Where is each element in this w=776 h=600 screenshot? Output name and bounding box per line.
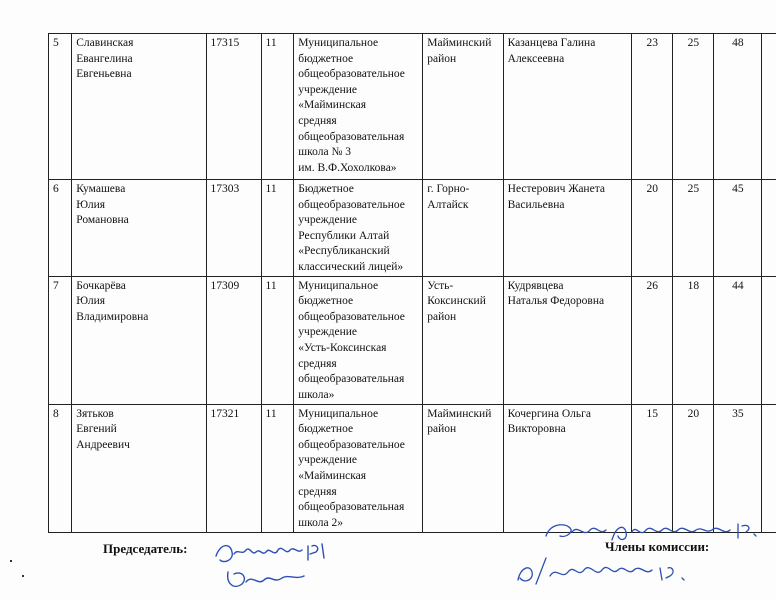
school-cell-line: общеобразовательная — [298, 501, 405, 514]
results-table — [48, 33, 776, 533]
participant-name-cell-line: Евгений — [76, 423, 117, 436]
row-number-cell: 5 — [49, 34, 72, 180]
teacher-cell — [503, 180, 631, 277]
school-cell — [294, 34, 423, 180]
school-cell-line: средняя — [298, 357, 337, 370]
region-cell-line: Майминский — [427, 37, 492, 49]
school-cell-line: учреждение — [298, 326, 357, 339]
teacher-cell-line: Викторовна — [507, 423, 566, 436]
participant-name-cell-line: Романовна — [76, 214, 129, 227]
table-row — [49, 34, 776, 180]
school-cell-line: общеобразовательная — [298, 130, 405, 143]
school-cell-line: «Майминская — [298, 99, 367, 112]
participant-name-cell-line: Юлия — [76, 198, 106, 211]
school-cell-line: бюджетное — [298, 423, 354, 436]
extra-cell — [761, 276, 776, 404]
school-cell-line: средняя — [298, 114, 337, 127]
teacher-cell-line: Алексеевна — [507, 52, 565, 65]
row-number-cell: 6 — [49, 180, 72, 277]
teacher-cell-line: Наталья Федоровна — [507, 295, 605, 308]
member-signature-2 — [512, 550, 712, 594]
region-cell-line: Усть- — [427, 279, 454, 292]
teacher-cell-line: Кудрявцева — [507, 279, 564, 292]
row-number-cell: 8 — [49, 404, 72, 532]
participant-code-cell: 17303 — [206, 180, 261, 277]
school-cell-line: общеобразовательное — [298, 310, 405, 323]
school-cell-line: им. В.Ф.Хохолкова» — [298, 161, 397, 174]
school-cell-line: учреждение — [298, 214, 357, 227]
score-1-cell: 23 — [631, 34, 672, 180]
extra-cell — [761, 404, 776, 532]
school-cell-line: классический лицей» — [298, 260, 404, 273]
school-cell-line: Муниципальное — [298, 37, 379, 49]
score-2-cell: 18 — [672, 276, 713, 404]
participant-name-cell-line: Юлия — [76, 295, 106, 308]
school-cell — [294, 276, 423, 404]
school-cell-line: учреждение — [298, 83, 357, 96]
participant-code-cell: 17309 — [206, 276, 261, 404]
participant-name-cell-line: Евангелина — [76, 52, 133, 65]
scan-speck — [10, 560, 12, 562]
school-cell-line: «Республиканский — [298, 245, 390, 258]
participant-name-cell-line: Владимировна — [76, 310, 149, 323]
region-cell — [423, 180, 503, 277]
extra-cell — [761, 180, 776, 277]
school-cell-line: общеобразовательное — [298, 198, 405, 211]
school-cell-line: школа» — [298, 388, 335, 401]
chairman-label: Председатель: — [103, 541, 188, 556]
school-cell-line: средняя — [298, 485, 337, 498]
region-cell-line: Алтайск — [427, 198, 469, 211]
school-cell-line: Муниципальное — [298, 407, 379, 420]
score-2-cell: 20 — [672, 404, 713, 532]
grade-cell: 11 — [261, 404, 294, 532]
school-cell-line: Муниципальное — [298, 279, 379, 292]
chairman-signature — [212, 534, 342, 594]
grade-cell: 11 — [261, 180, 294, 277]
participant-name-cell — [72, 34, 206, 180]
school-cell-line: «Усть-Коксинская — [298, 341, 387, 354]
results-table-body — [49, 34, 776, 533]
region-cell-line: район — [427, 52, 457, 65]
school-cell-line: Республики Алтай — [298, 229, 390, 242]
total-score-cell: 48 — [714, 34, 762, 180]
school-cell-line: общеобразовательное — [298, 438, 405, 451]
participant-name-cell — [72, 404, 206, 532]
school-cell-line: бюджетное — [298, 295, 354, 308]
school-cell-line: школа 2» — [298, 516, 343, 529]
school-cell-line: учреждение — [298, 454, 357, 467]
grade-cell: 11 — [261, 34, 294, 180]
teacher-cell — [503, 404, 631, 532]
region-cell-line: г. Горно- — [427, 183, 470, 195]
scan-speck — [22, 575, 24, 577]
teacher-cell — [503, 276, 631, 404]
school-cell — [294, 180, 423, 277]
table-row — [49, 404, 776, 532]
region-cell-line: Майминский — [427, 407, 492, 420]
total-score-cell: 44 — [714, 276, 762, 404]
participant-code-cell: 17315 — [206, 34, 261, 180]
participant-name-cell — [72, 180, 206, 277]
school-cell-line: общеобразовательная — [298, 373, 405, 386]
total-score-cell: 35 — [714, 404, 762, 532]
total-score-cell: 45 — [714, 180, 762, 277]
participant-name-cell — [72, 276, 206, 404]
school-cell-line: «Майминская — [298, 469, 367, 482]
table-row — [49, 276, 776, 404]
school-cell-line: Бюджетное — [298, 183, 354, 195]
member-signature-1 — [540, 514, 766, 552]
region-cell — [423, 34, 503, 180]
school-cell-line: бюджетное — [298, 52, 354, 65]
participant-name-cell-line: Славинская — [76, 37, 134, 49]
participant-name-cell-line: Зятьков — [76, 407, 114, 420]
teacher-cell-line: Васильевна — [507, 198, 565, 211]
region-cell-line: район — [427, 423, 457, 436]
participant-code-cell: 17321 — [206, 404, 261, 532]
extra-cell — [761, 34, 776, 180]
participant-name-cell-line: Андреевич — [76, 438, 130, 451]
commission-members-label: Члены комиссии: — [605, 539, 710, 554]
region-cell — [423, 276, 503, 404]
region-cell-line: район — [427, 310, 457, 323]
region-cell — [423, 404, 503, 532]
participant-name-cell-line: Бочкарёва — [76, 279, 126, 292]
score-2-cell: 25 — [672, 180, 713, 277]
grade-cell: 11 — [261, 276, 294, 404]
teacher-cell-line: Нестерович Жанета — [507, 183, 605, 195]
score-2-cell: 25 — [672, 34, 713, 180]
participant-name-cell-line: Евгеньевна — [76, 68, 132, 81]
participant-name-cell-line: Кумашева — [76, 183, 126, 195]
teacher-cell-line: Кочергина Ольга — [507, 407, 591, 420]
score-1-cell: 15 — [631, 404, 672, 532]
teacher-cell-line: Казанцева Галина — [507, 37, 596, 49]
score-1-cell: 26 — [631, 276, 672, 404]
table-row — [49, 180, 776, 277]
school-cell-line: школа № 3 — [298, 146, 352, 159]
teacher-cell — [503, 34, 631, 180]
region-cell-line: Коксинский — [427, 295, 486, 308]
school-cell-line: общеобразовательное — [298, 68, 405, 81]
score-1-cell: 20 — [631, 180, 672, 277]
school-cell — [294, 404, 423, 532]
row-number-cell: 7 — [49, 276, 72, 404]
